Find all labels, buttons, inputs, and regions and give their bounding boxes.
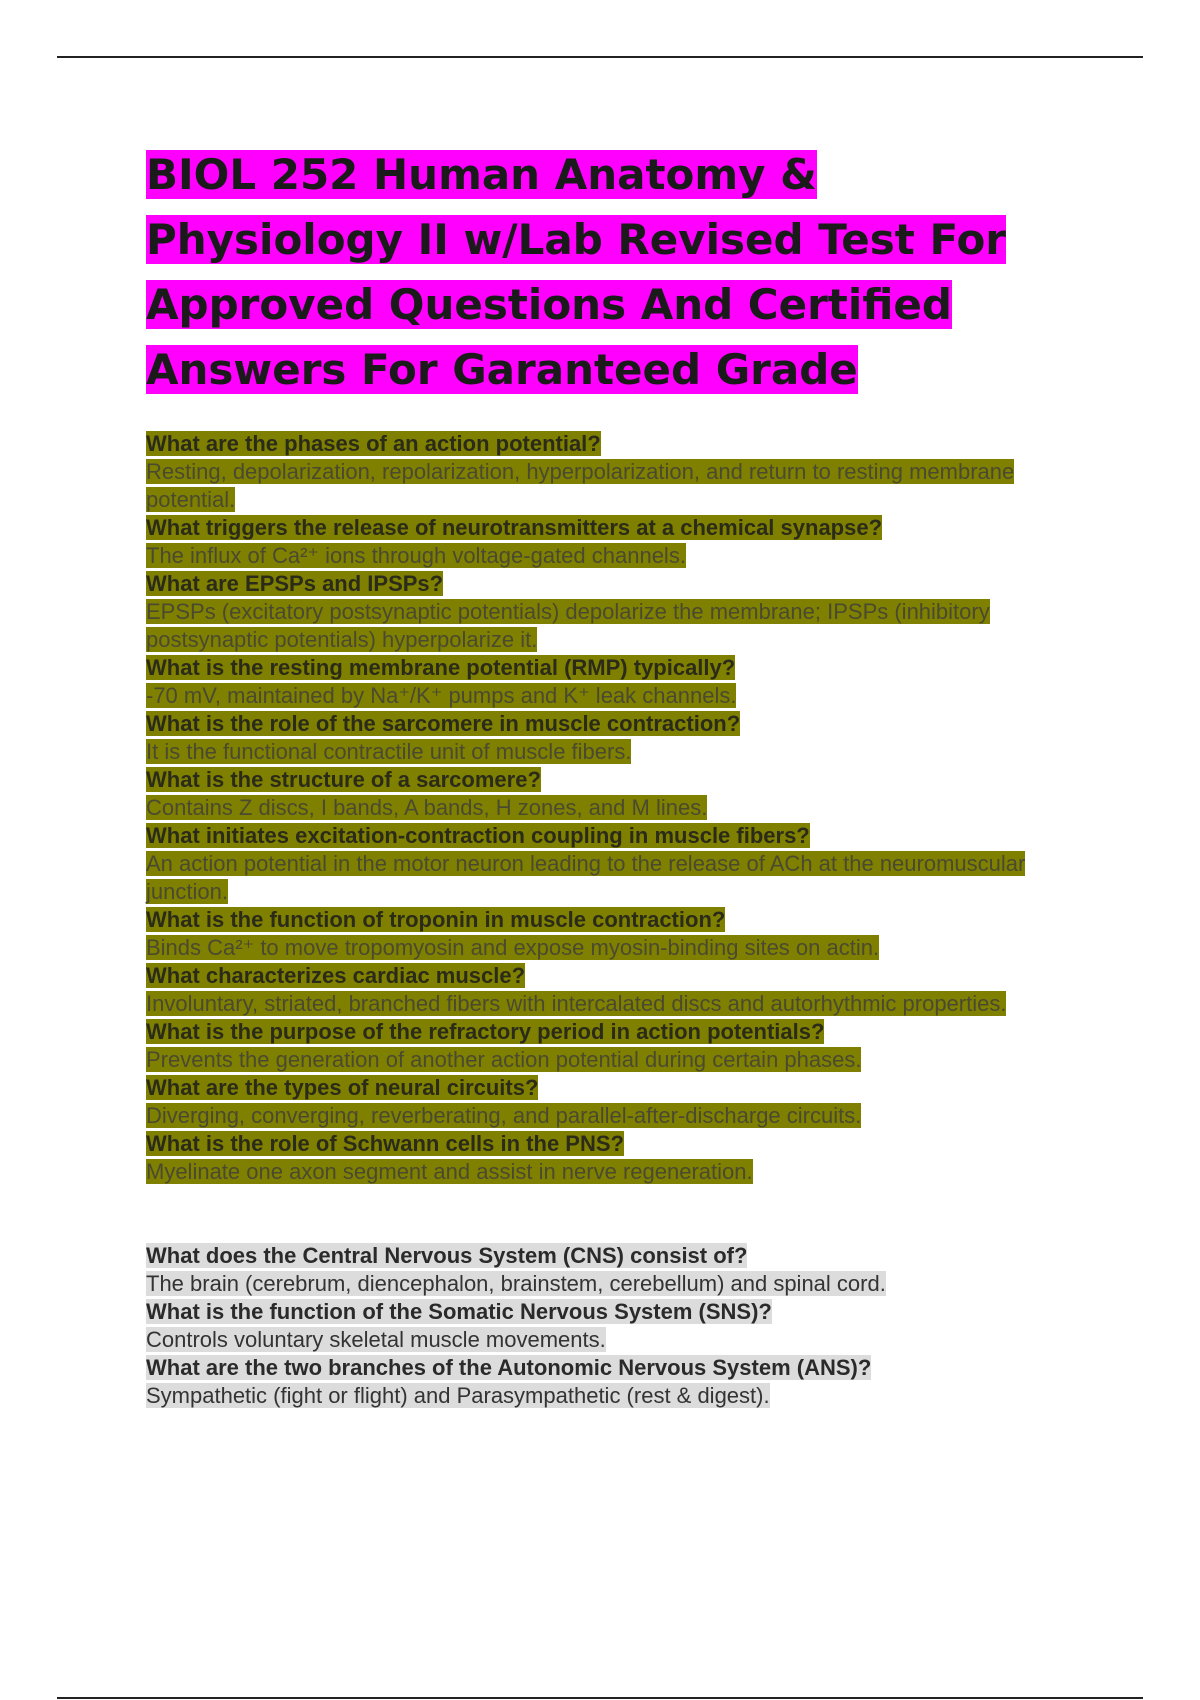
question-text: What is the function of troponin in muscle contraction?: [146, 907, 726, 932]
question-text: What is the purpose of the refractory period in action potentials?: [146, 1019, 825, 1044]
question-text: What is the function of the Somatic Nervous System (SNS)?: [146, 1299, 772, 1324]
answer: [146, 542, 1086, 570]
question-text: What are the two branches of the Autonomic Nervous System (ANS)?: [146, 1355, 872, 1380]
answer-text: Binds Ca²⁺ to move tropomyosin and expose myosin-binding sites on actin.: [146, 935, 880, 960]
title-text: BIOL 252 Human Anatomy & Physiology II w/Lab Revised Test For Approved Questions And Certified Answers For Garanteed Grade: [146, 150, 1007, 394]
answer-text: An action potential in the motor neuron leading to the release of ACh at the neuromuscular junction.: [146, 851, 1026, 904]
question-text: What are the types of neural circuits?: [146, 1075, 539, 1100]
question-text: What is the role of the sarcomere in muscle contraction?: [146, 711, 741, 736]
answer-text: Resting, depolarization, repolarization, hyperpolarization, and return to resting membrane potential.: [146, 459, 1015, 512]
answer: [146, 1326, 1086, 1354]
answer: [146, 598, 1086, 654]
answer-text: Prevents the generation of another action potential during certain phases.: [146, 1047, 862, 1072]
answer-text: Sympathetic (fight or flight) and Parasympathetic (rest & digest).: [146, 1383, 770, 1408]
qa-section-highlighted: [146, 430, 1086, 1186]
answer: [146, 1102, 1086, 1130]
qa-section-grey: [146, 1242, 1086, 1410]
question-text: What characterizes cardiac muscle?: [146, 963, 526, 988]
answer-text: The influx of Ca²⁺ ions through voltage-gated channels.: [146, 543, 686, 568]
question: [146, 1130, 1086, 1158]
question: [146, 1242, 1086, 1270]
question: [146, 1074, 1086, 1102]
question: [146, 654, 1086, 682]
answer-text: It is the functional contractile unit of muscle fibers.: [146, 739, 632, 764]
question-text: What are the phases of an action potential?: [146, 431, 601, 456]
answer: [146, 1046, 1086, 1074]
document-body: [146, 142, 1086, 1410]
question: [146, 766, 1086, 794]
question: [146, 514, 1086, 542]
question-text: What is the role of Schwann cells in the PNS?: [146, 1131, 624, 1156]
answer: [146, 934, 1086, 962]
answer: [146, 458, 1086, 514]
header-rule: [57, 56, 1143, 58]
question: [146, 1018, 1086, 1046]
document-title: [146, 142, 1086, 402]
answer-text: -70 mV, maintained by Na⁺/K⁺ pumps and K⁺ leak channels.: [146, 683, 737, 708]
answer-text: Contains Z discs, I bands, A bands, H zones, and M lines.: [146, 795, 708, 820]
footer-rule: [57, 1697, 1143, 1699]
question-text: What does the Central Nervous System (CNS) consist of?: [146, 1243, 748, 1268]
answer-text: The brain (cerebrum, diencephalon, brainstem, cerebellum) and spinal cord.: [146, 1271, 886, 1296]
answer-text: Myelinate one axon segment and assist in nerve regeneration.: [146, 1159, 753, 1184]
answer-text: EPSPs (excitatory postsynaptic potentials) depolarize the membrane; IPSPs (inhibitory postsynaptic potentials) hyperpolarize it.: [146, 599, 990, 652]
question: [146, 710, 1086, 738]
answer: [146, 850, 1086, 906]
question: [146, 1298, 1086, 1326]
question-text: What triggers the release of neurotransmitters at a chemical synapse?: [146, 515, 883, 540]
question: [146, 430, 1086, 458]
answer: [146, 794, 1086, 822]
answer: [146, 682, 1086, 710]
question: [146, 906, 1086, 934]
question-text: What is the resting membrane potential (RMP) typically?: [146, 655, 736, 680]
answer: [146, 1158, 1086, 1186]
answer-text: Controls voluntary skeletal muscle movements.: [146, 1327, 606, 1352]
answer: [146, 1382, 1086, 1410]
answer: [146, 738, 1086, 766]
question-text: What initiates excitation-contraction coupling in muscle fibers?: [146, 823, 810, 848]
question: [146, 962, 1086, 990]
question-text: What is the structure of a sarcomere?: [146, 767, 541, 792]
question: [146, 1354, 1086, 1382]
question: [146, 822, 1086, 850]
answer-text: Involuntary, striated, branched fibers with intercalated discs and autorhythmic properties.: [146, 991, 1007, 1016]
answer: [146, 1270, 1086, 1298]
question-text: What are EPSPs and IPSPs?: [146, 571, 444, 596]
question: [146, 570, 1086, 598]
answer-text: Diverging, converging, reverberating, and parallel-after-discharge circuits.: [146, 1103, 862, 1128]
answer: [146, 990, 1086, 1018]
